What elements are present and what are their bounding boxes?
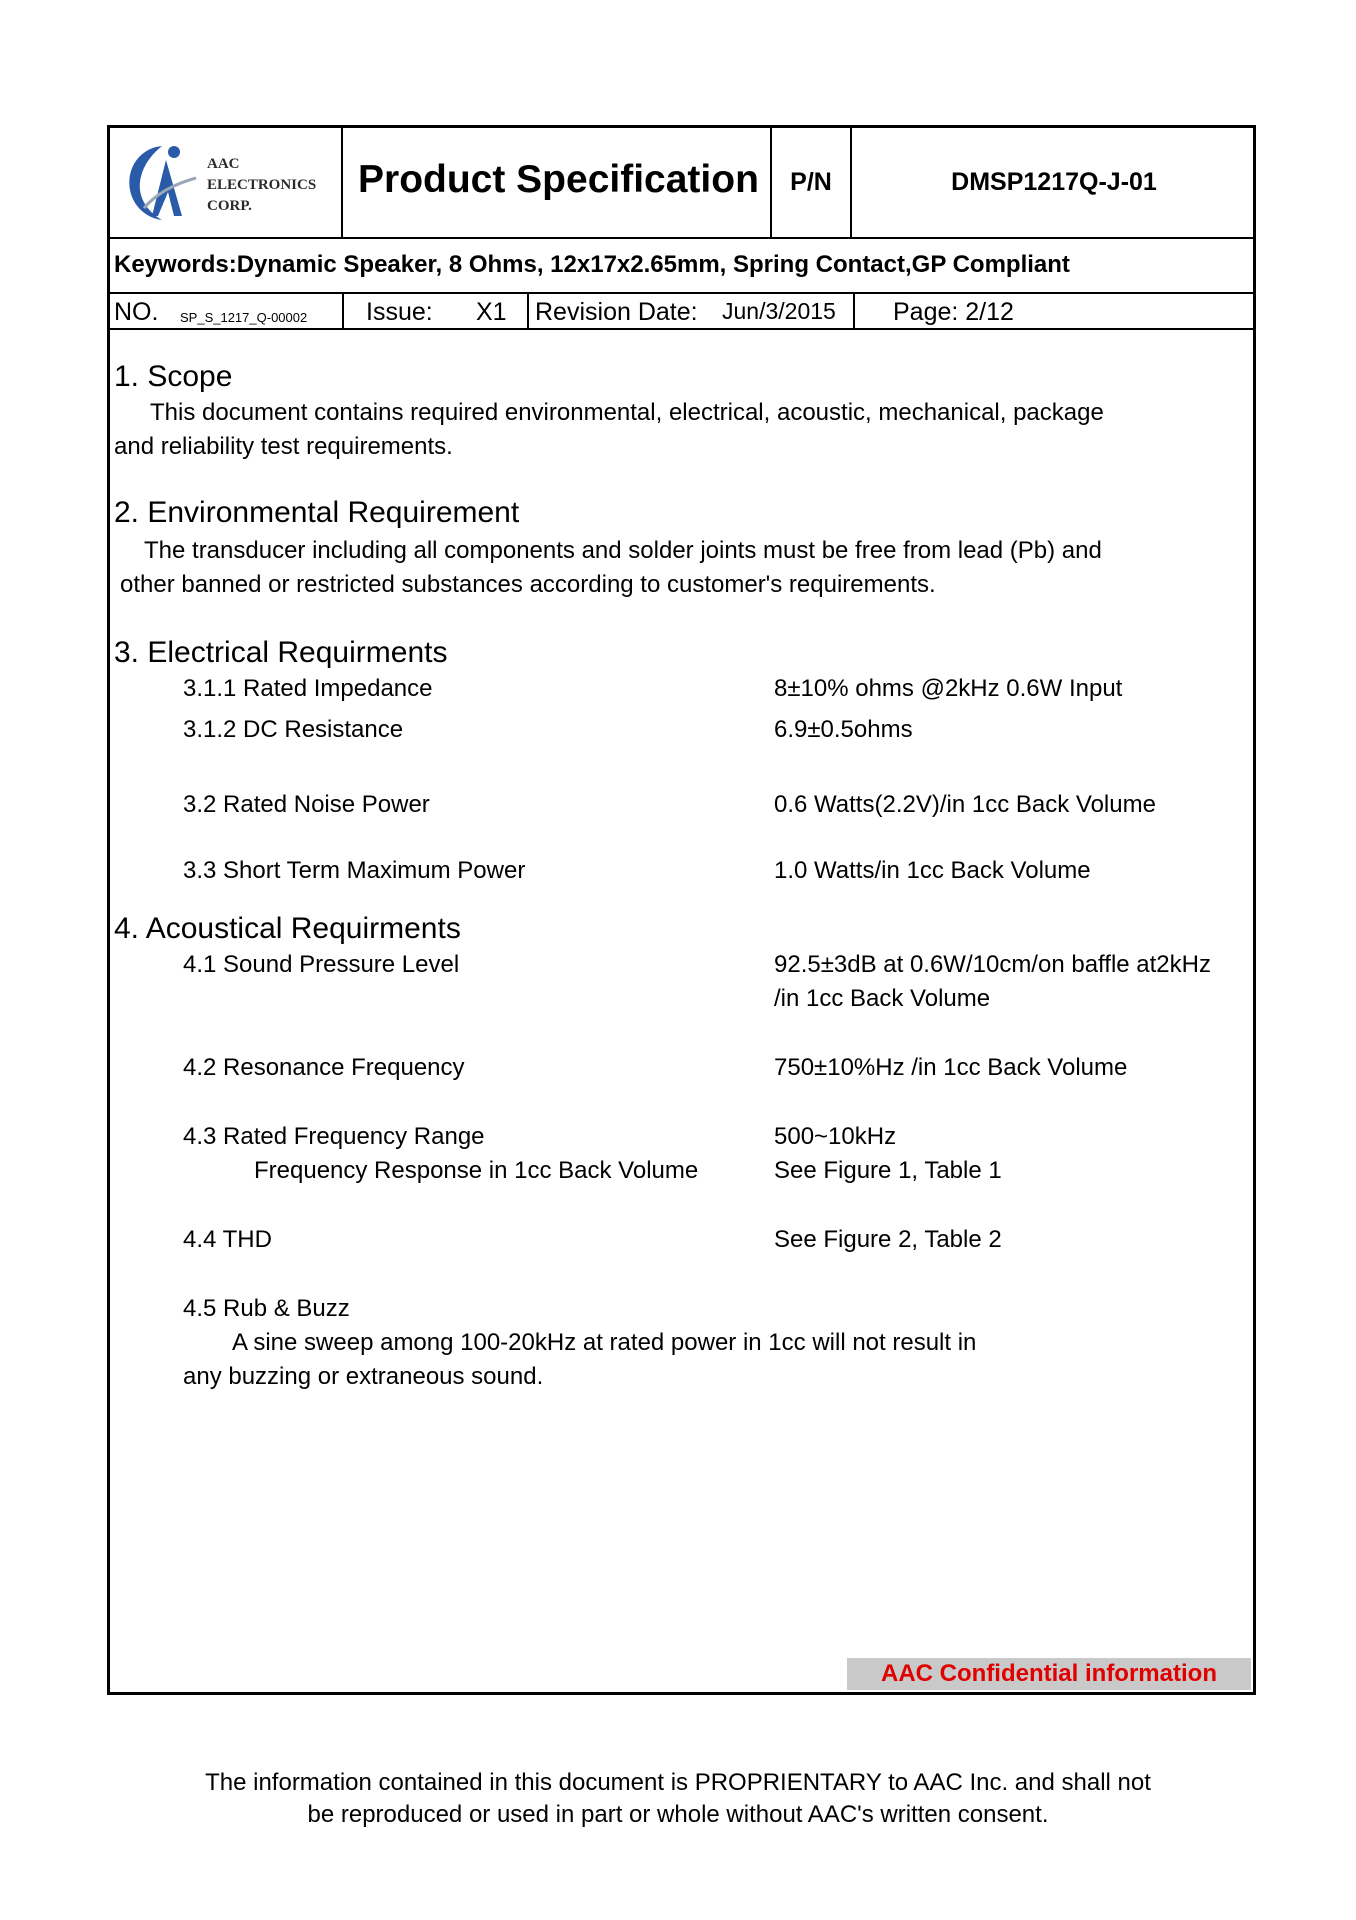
issue-value: X1 — [476, 298, 507, 326]
paragraph-line: The transducer including all components and solder joints must be free from lead (Pb) and — [144, 537, 1102, 564]
spec-label: 4.1 Sound Pressure Level — [183, 951, 460, 978]
divider — [853, 294, 855, 330]
spec-value: 92.5±3dB at 0.6W/10cm/on baffle at2kHz — [774, 951, 1211, 978]
document-frame — [107, 125, 1256, 1695]
paragraph-line: other banned or restricted substances according to customer's requirements. — [120, 571, 936, 598]
spec-label: 4.4 THD — [183, 1226, 272, 1253]
revision-label: Revision Date: — [535, 298, 698, 326]
spec-value: 1.0 Watts/in 1cc Back Volume — [774, 857, 1091, 884]
page-number: Page: 2/12 — [893, 298, 1014, 326]
section-electrical-heading: 3. Electrical Requirments — [114, 636, 448, 669]
footer-line: The information contained in this document is PROPRIENTARY to AAC Inc. and shall not — [205, 1769, 1151, 1796]
footer-notice — [0, 1767, 1356, 1831]
spec-value: See Figure 2, Table 2 — [774, 1226, 1002, 1253]
spec-value: 750±10%Hz /in 1cc Back Volume — [774, 1054, 1128, 1081]
divider — [341, 128, 343, 239]
spec-label: 3.3 Short Term Maximum Power — [183, 857, 526, 884]
spec-value: 6.9±0.5ohms — [774, 716, 913, 743]
section-scope-heading: 1. Scope — [114, 360, 233, 393]
paragraph-line: and reliability test requirements. — [114, 433, 453, 460]
spec-label: Frequency Response in 1cc Back Volume — [254, 1157, 699, 1184]
no-label: NO. — [114, 298, 159, 326]
section-acoustical-heading: 4. Acoustical Requirments — [114, 912, 461, 945]
spec-value: See Figure 1, Table 1 — [774, 1157, 1002, 1184]
divider — [342, 294, 344, 330]
spec-value: 8±10% ohms @2kHz 0.6W Input — [774, 675, 1123, 702]
revision-value: Jun/3/2015 — [722, 298, 836, 324]
spec-label: 4.3 Rated Frequency Range — [183, 1123, 485, 1150]
divider — [527, 294, 529, 330]
spec-value: 500~10kHz — [774, 1123, 897, 1150]
spec-label: 3.1.1 Rated Impedance — [183, 675, 433, 702]
no-value: SP_S_1217_Q-00002 — [180, 310, 308, 325]
keywords: Keywords:Dynamic Speaker, 8 Ohms, 12x17x2.65mm, Spring Contact,GP Compliant — [114, 251, 1070, 278]
spec-label: 4.2 Resonance Frequency — [183, 1054, 465, 1081]
confidential-banner: AAC Confidential information — [847, 1658, 1251, 1690]
logo-text-line: CORP. — [207, 198, 252, 214]
paragraph-line: This document contains required environmental, electrical, acoustic, mechanical, package — [150, 399, 1104, 426]
issue-label: Issue: — [366, 298, 433, 326]
paragraph-line: any buzzing or extraneous sound. — [183, 1363, 544, 1390]
logo-text-line: ELECTRONICS — [207, 177, 317, 193]
spec-label: 3.1.2 DC Resistance — [183, 716, 404, 743]
document-title: Product Specification — [358, 158, 759, 201]
spec-value: 0.6 Watts(2.2V)/in 1cc Back Volume — [774, 791, 1156, 818]
spec-label: 3.2 Rated Noise Power — [183, 791, 430, 818]
pn-value: DMSP1217Q-J-01 — [951, 168, 1157, 196]
footer-line: be reproduced or used in part or whole without AAC's written consent. — [307, 1801, 1049, 1828]
pn-label: P/N — [790, 168, 832, 196]
spec-value: /in 1cc Back Volume — [774, 985, 991, 1012]
paragraph-line: A sine sweep among 100-20kHz at rated power in 1cc will not result in — [232, 1329, 977, 1356]
logo-text-line: AAC — [207, 156, 240, 172]
company-logo — [122, 138, 332, 230]
section-environmental-heading: 2. Environmental Requirement — [114, 496, 520, 529]
aac-logo-icon — [122, 138, 202, 228]
rub-buzz-heading: 4.5 Rub & Buzz — [183, 1295, 350, 1322]
